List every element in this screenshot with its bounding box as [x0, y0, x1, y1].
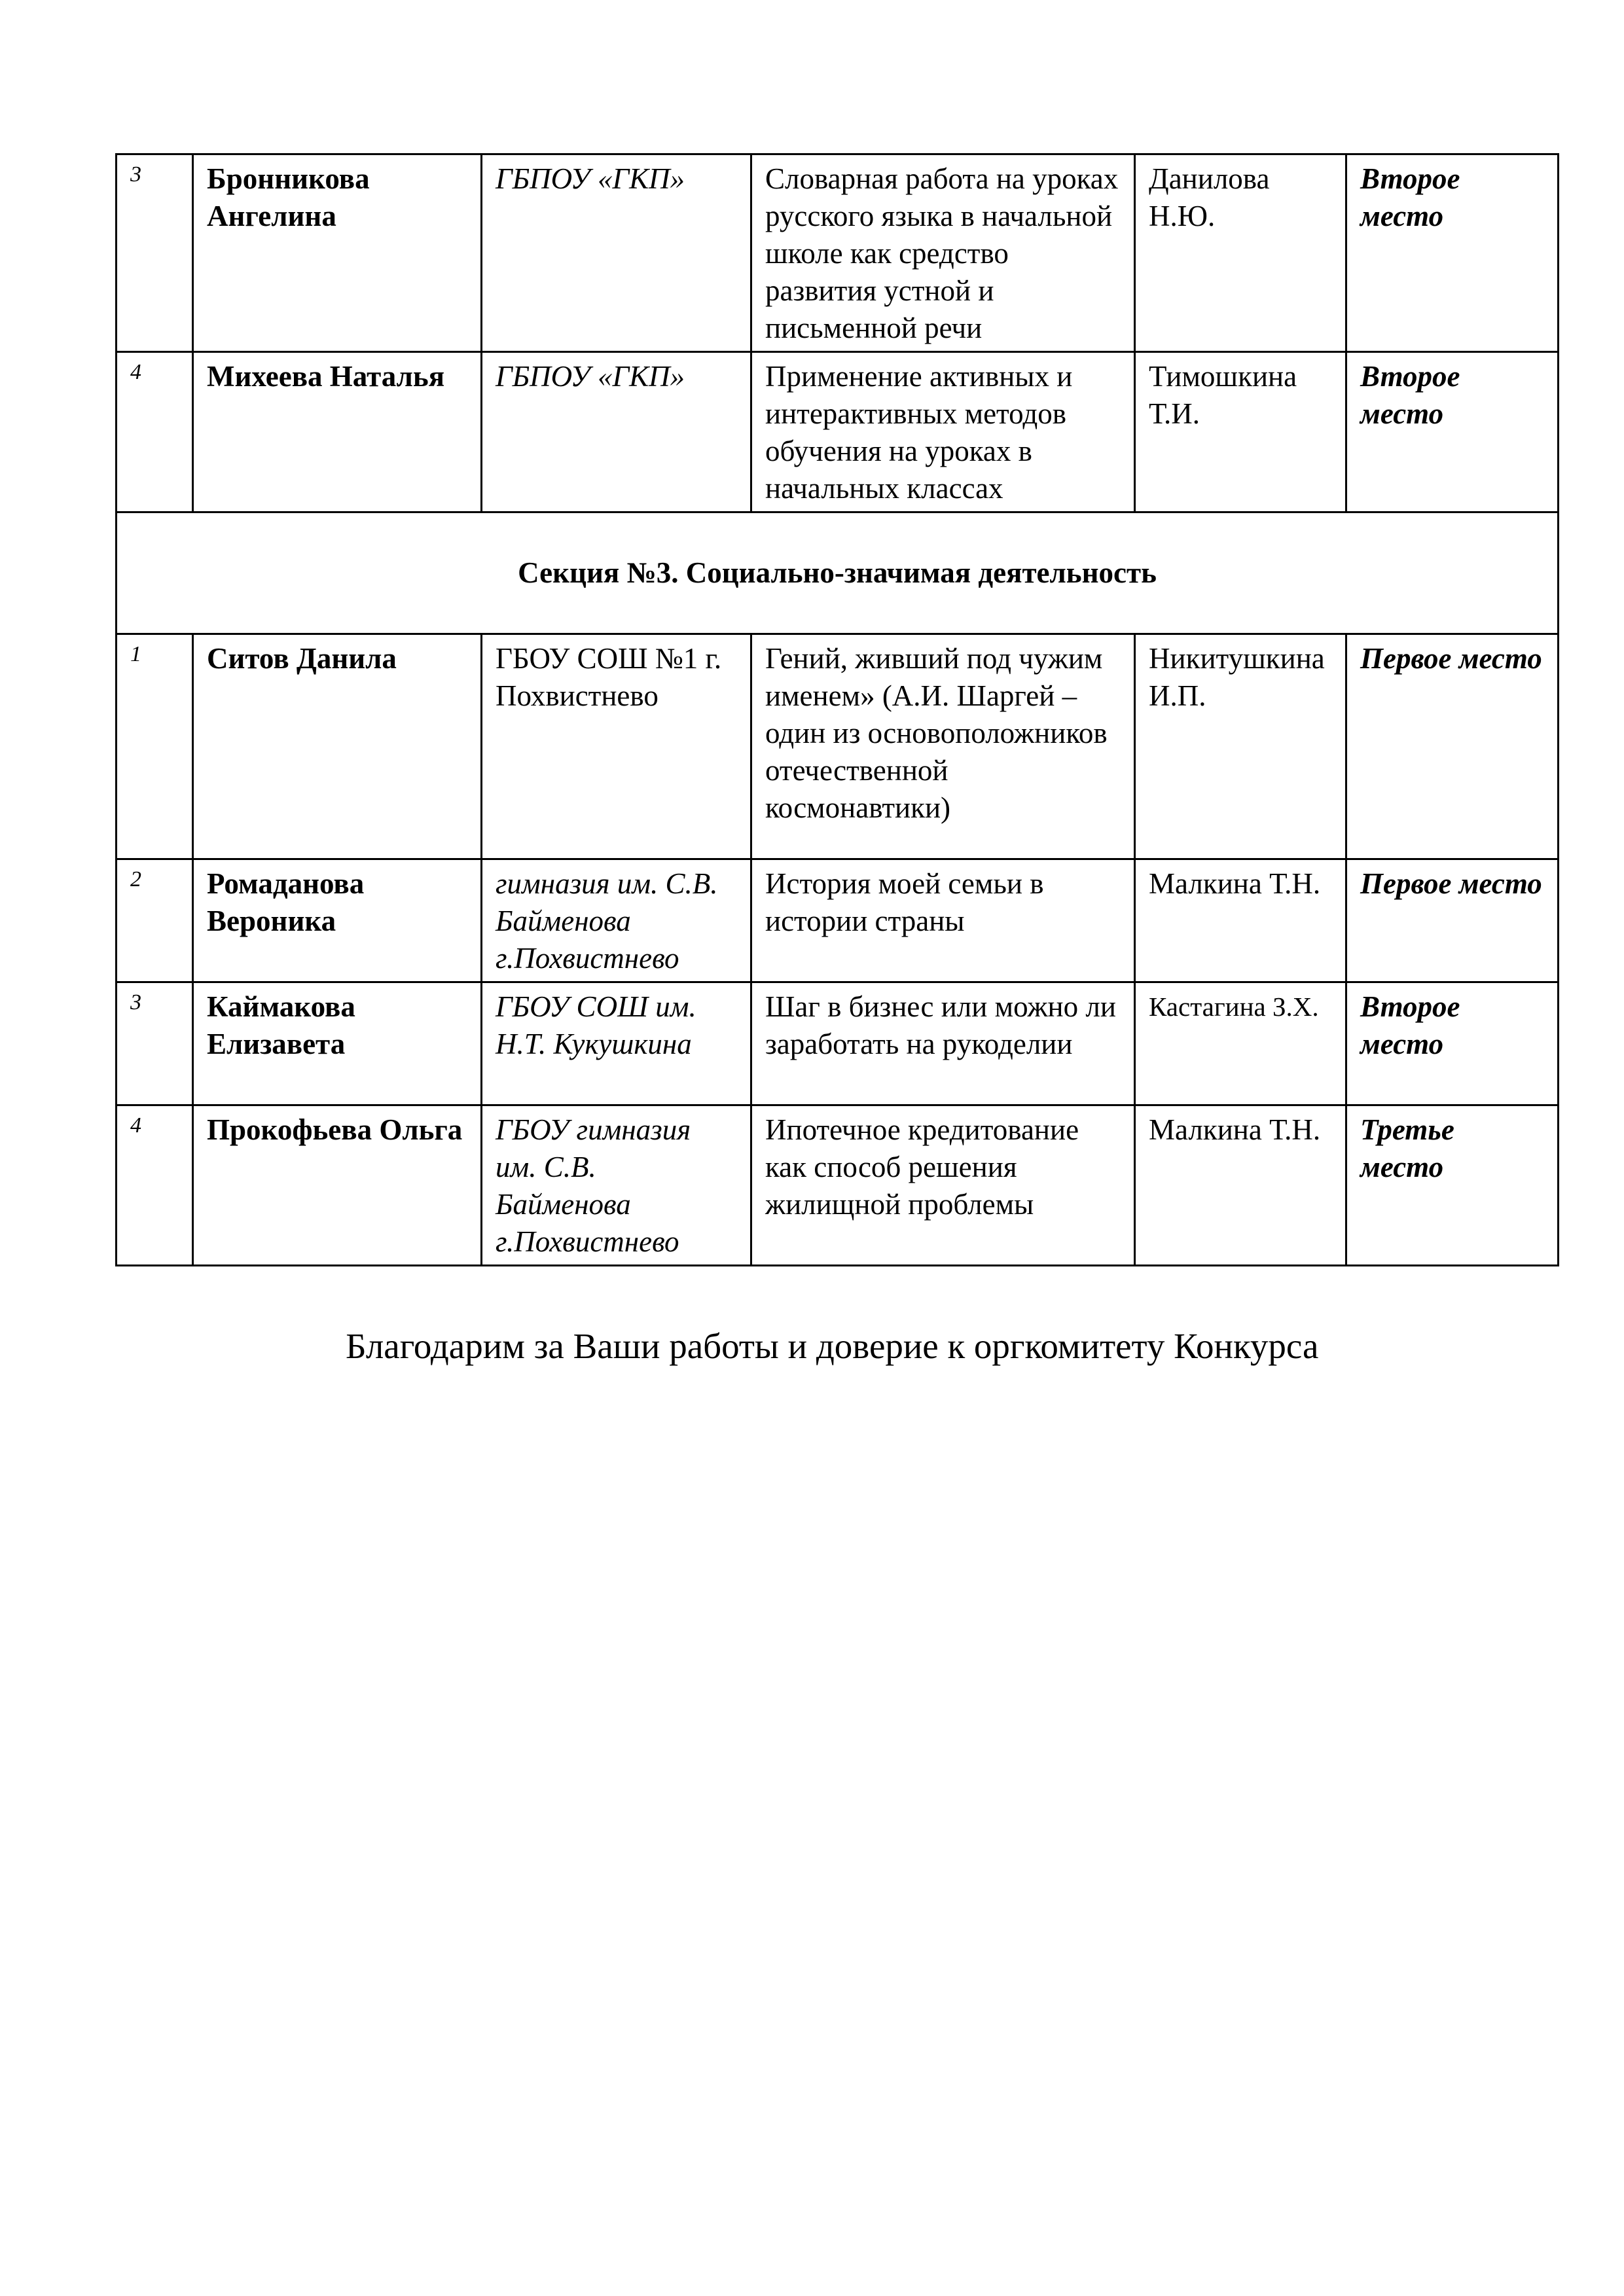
participant-name: Михеева Наталья — [193, 352, 482, 512]
place-award: Второе место — [1346, 154, 1559, 352]
supervisor: Данилова Н.Ю. — [1135, 154, 1346, 352]
supervisor: Малкина Т.Н. — [1135, 859, 1346, 982]
row-number: 2 — [117, 859, 193, 982]
place-award: Первое место — [1346, 634, 1559, 859]
work-topic: Словарная работа на уроках русского языка в начальной школе как средство развития устной и письменной речи — [751, 154, 1135, 352]
organization: ГБОУ СОШ им. Н.Т. Кукушкина — [482, 982, 751, 1105]
supervisor: Кастагина З.Х. — [1135, 982, 1346, 1105]
participant-name: Ромаданова Вероника — [193, 859, 482, 982]
participant-name: Прокофьева Ольга — [193, 1105, 482, 1266]
row-number: 4 — [117, 352, 193, 512]
supervisor: Никитушкина И.П. — [1135, 634, 1346, 859]
place-award: Второе место — [1346, 982, 1559, 1105]
work-topic: Ипотечное кредитование как способ решения жилищной проблемы — [751, 1105, 1135, 1266]
work-topic: Шаг в бизнес или можно ли заработать на рукоделии — [751, 982, 1135, 1105]
table-row — [117, 982, 1559, 1105]
organization: ГБОУ гимназия им. С.В. Байменова г.Похвистнево — [482, 1105, 751, 1266]
organization: гимназия им. С.В. Байменова г.Похвистнево — [482, 859, 751, 982]
row-number: 3 — [117, 982, 193, 1105]
supervisor: Тимошкина Т.И. — [1135, 352, 1346, 512]
supervisor: Малкина Т.Н. — [1135, 1105, 1346, 1266]
table-row — [117, 859, 1559, 982]
work-topic: История моей семьи в истории страны — [751, 859, 1135, 982]
participant-name: Бронникова Ангелина — [193, 154, 482, 352]
place-award: Третье место — [1346, 1105, 1559, 1266]
participant-name: Ситов Данила — [193, 634, 482, 859]
row-number: 4 — [117, 1105, 193, 1266]
section-title: Секция №3. Социально-значимая деятельность — [117, 512, 1559, 634]
work-topic: Применение активных и интерактивных методов обучения на уроках в начальных классах — [751, 352, 1135, 512]
table-row — [117, 352, 1559, 512]
table-row — [117, 154, 1559, 352]
row-number: 3 — [117, 154, 193, 352]
participant-name: Каймакова Елизавета — [193, 982, 482, 1105]
place-award: Первое место — [1346, 859, 1559, 982]
results-table — [115, 153, 1559, 1266]
row-number: 1 — [117, 634, 193, 859]
work-topic: Гений, живший под чужим именем» (А.И. Шаргей – один из основоположников отечественной космонавтики) — [751, 634, 1135, 859]
organization: ГБПОУ «ГКП» — [482, 352, 751, 512]
organization: ГБПОУ «ГКП» — [482, 154, 751, 352]
organization: ГБОУ СОШ №1 г. Похвистнево — [482, 634, 751, 859]
table-row — [117, 634, 1559, 859]
table-row — [117, 1105, 1559, 1266]
section-header-row — [117, 512, 1559, 634]
place-award: Второе место — [1346, 352, 1559, 512]
closing-note: Благодарим за Ваши работы и доверие к оргкомитету Конкурса — [346, 1326, 1319, 1366]
